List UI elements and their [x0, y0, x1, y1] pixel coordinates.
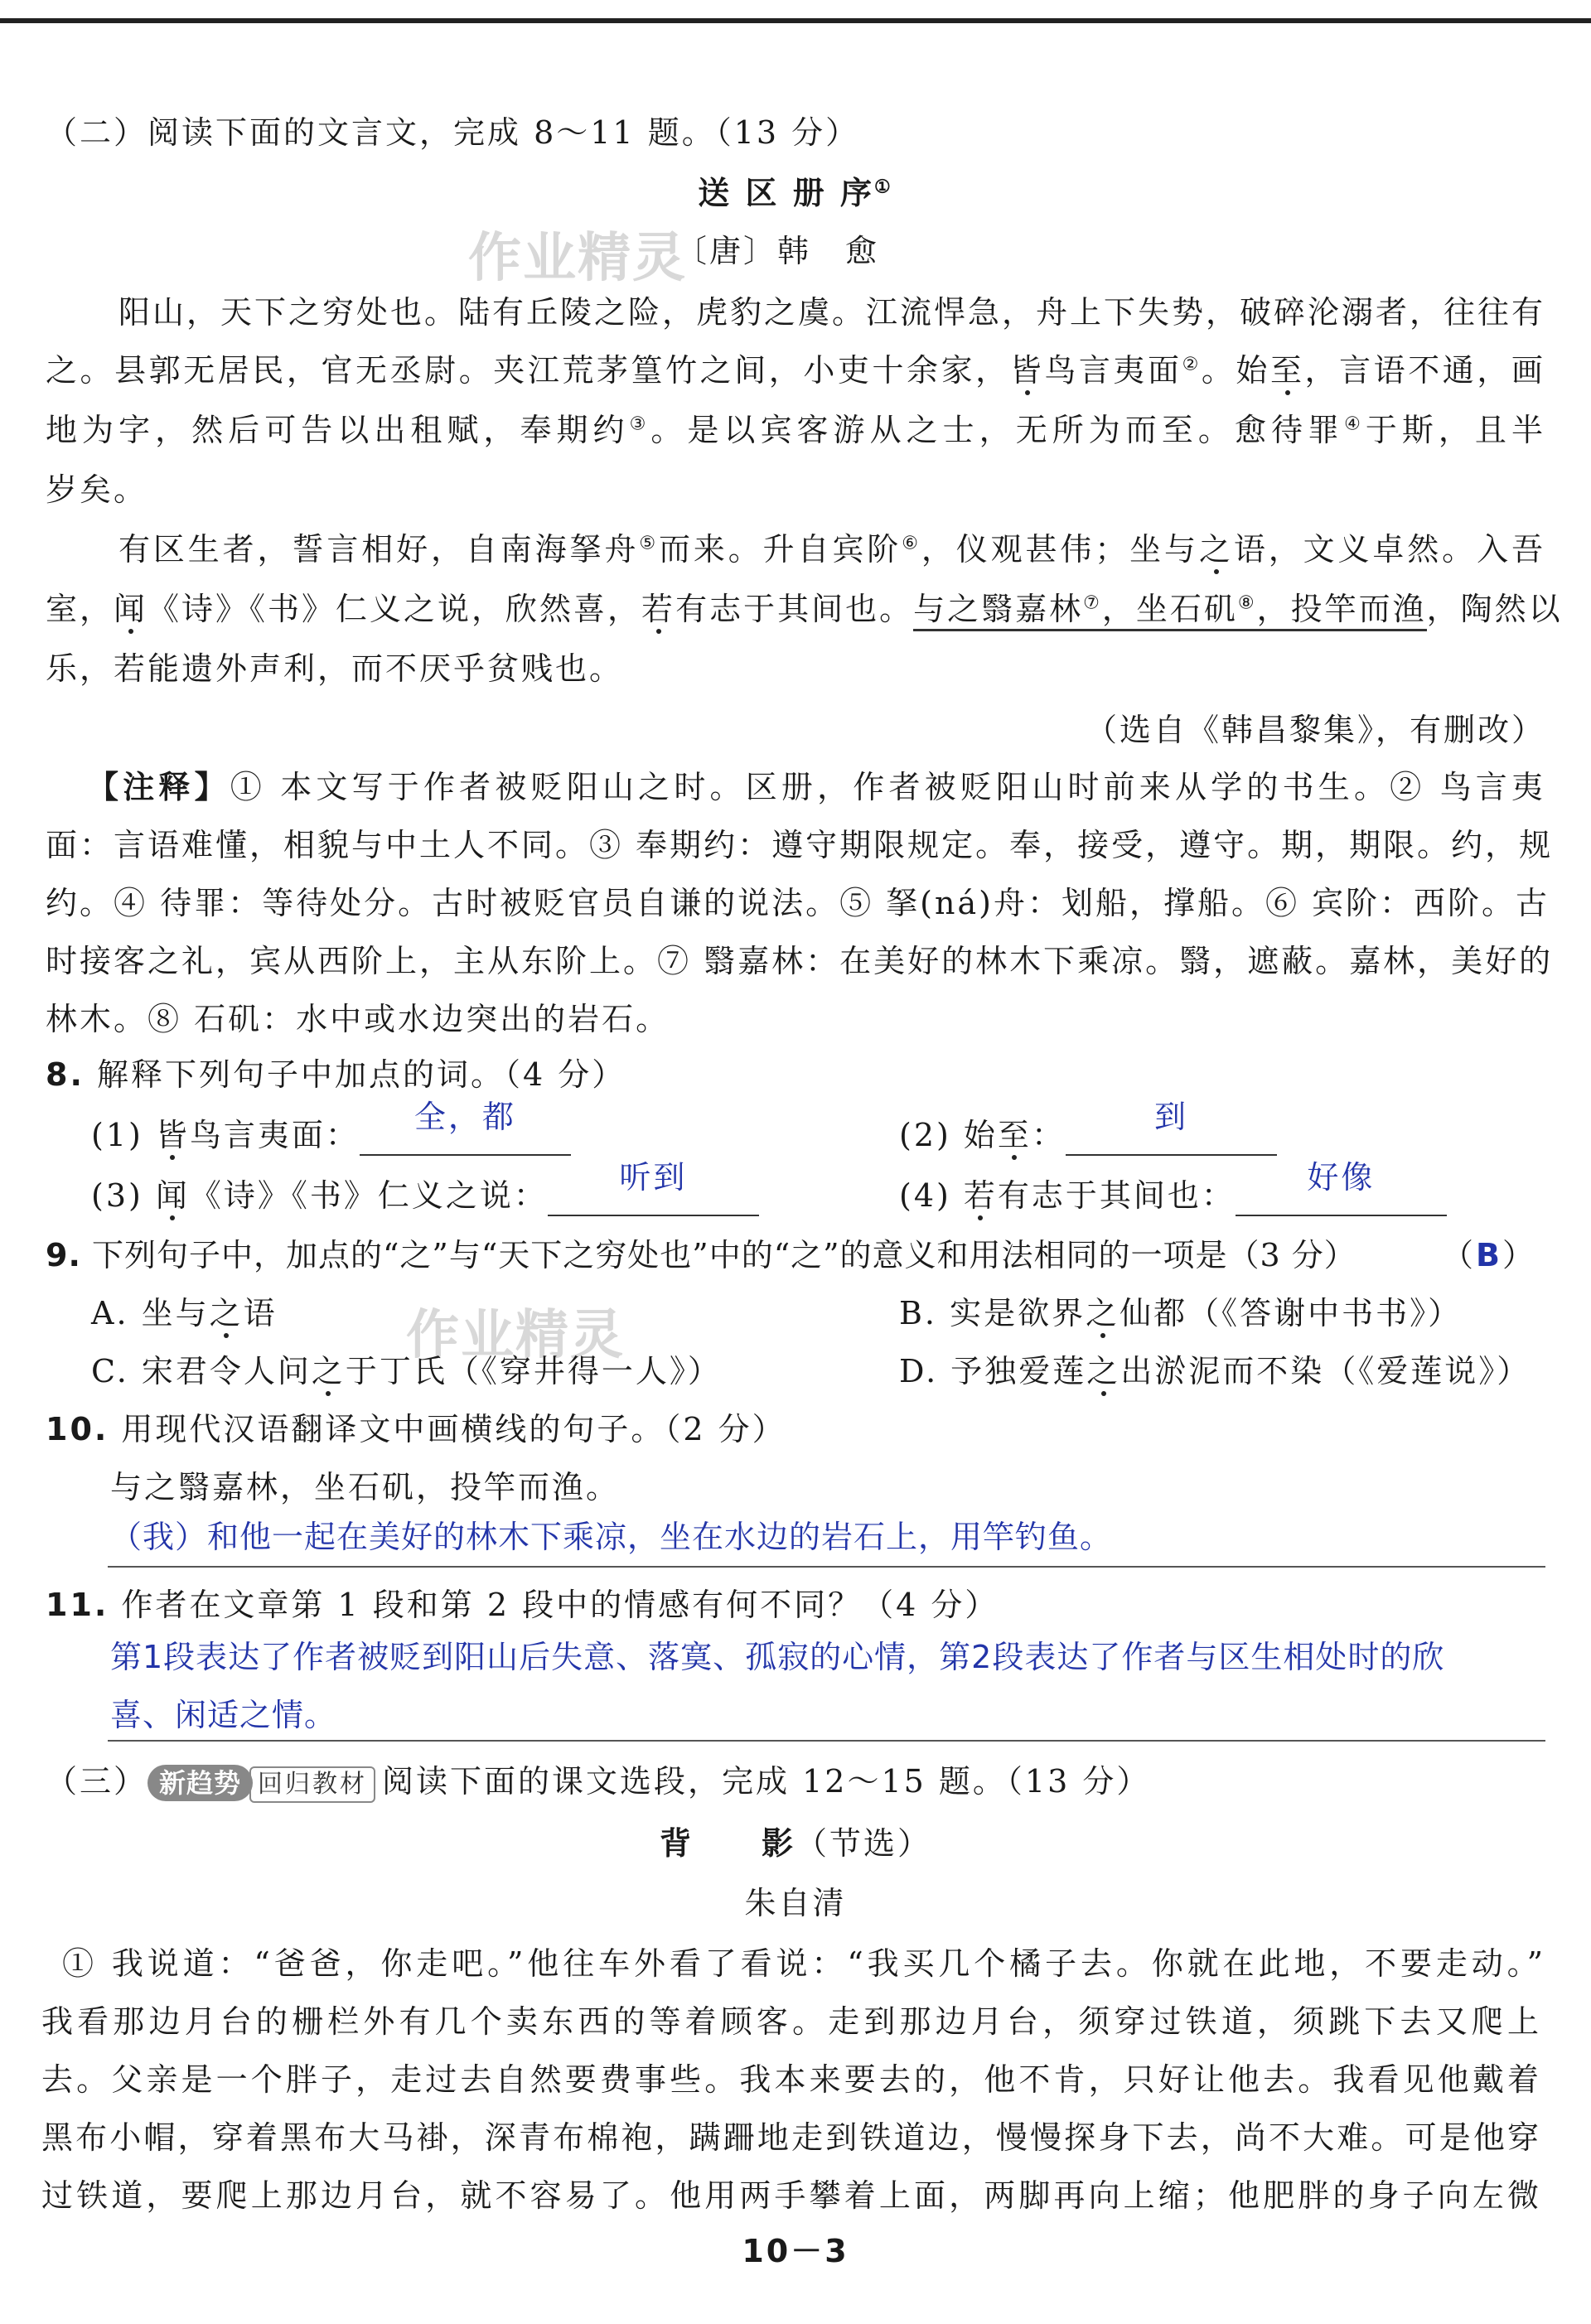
new-trend-badge: 新趋势 [147, 1765, 253, 1801]
p1-line4: 岁矣。 [46, 471, 148, 508]
passage-author: 〔唐〕韩 愈 [675, 233, 880, 269]
q10-number: 10. [46, 1411, 109, 1447]
sec3-author: 朱自清 [744, 1885, 847, 1921]
sec3-heading-text: 阅读下面的课文选段，完成 12～15 题。（13 分） [382, 1763, 1151, 1800]
notes-l1-text: ① 本文写于作者被贬阳山之时。区册，作者被贬阳山时前来从学的书生。② 鸟言夷 [230, 769, 1545, 805]
q9-optB-a: B. 实是欲界 [899, 1295, 1086, 1331]
q8-item4 [899, 1159, 1447, 1216]
footnote-4: ④ [1344, 413, 1366, 435]
q8-i3-label: (3) [91, 1177, 156, 1214]
footnote-6: ⑥ [902, 533, 921, 554]
dotted-word-zhi: 至 [1269, 352, 1305, 389]
q8-i2-label: (2) 始 [899, 1117, 998, 1153]
p1-l2-a: 之。县郭无居民，官无丞尉。夹江荒茅篁竹之间，小吏十余家， [46, 352, 1010, 389]
q8-dotted-ruo: 若 [963, 1177, 998, 1214]
p2-line1 [46, 529, 1545, 570]
q8-i2-text: ： [1031, 1117, 1066, 1153]
p1-l3-a: 地为字，然后可告以出租赋，奉期约 [46, 412, 630, 448]
dotted-word-wen: 闻 [114, 591, 148, 627]
q10-stem [46, 1408, 786, 1450]
p2-l1-e: ，仪观甚伟；坐与 [921, 531, 1199, 568]
q9-optA-c: 语 [243, 1295, 278, 1331]
ul-part-2: ，坐石矶 [1101, 591, 1238, 627]
q11-answer-line1: 第1段表达了作者被贬到阳山后失意、落寞、孤寂的心情，第2段表达了作者与区生相处时的欣 [110, 1639, 1445, 1675]
source-citation: （选自《韩昌黎集》，有删改） [1085, 712, 1545, 748]
p2-l1-a: 有区生者，誓言相好，自南海拏舟 [118, 531, 640, 568]
p1-l3-c: 。是以宾客游从之士，无所为而至。愈待罪 [650, 412, 1345, 448]
p1-l2-g: ，言语不通，画 [1304, 352, 1545, 389]
p1-line1: 阳山，天下之穷处也。陆有丘陵之险，虎豹之虞。江流悍急，舟上下失势，破碎沦溺者，往往有 [118, 294, 1546, 331]
q9-optD-c: 出淤泥而不染（《爱莲说》） [1120, 1353, 1531, 1389]
q9-answer[interactable]: B [1476, 1237, 1502, 1273]
p2-l2-c: 《诗》《书》仁义之说，欣然喜， [147, 591, 642, 627]
footnote-5: ⑤ [639, 533, 659, 554]
q10-answer-rule [108, 1566, 1545, 1568]
q8-i3-text: 《诗》《书》仁义之说： [189, 1177, 548, 1214]
p2-l2-a: 室， [46, 591, 114, 627]
dotted-word-jie: 皆 [1009, 352, 1045, 389]
sec3-line2: 我看那边月台的栅栏外有几个卖东西的等着顾客。走到那边月台，须穿过铁道，须跳下去又爬上 [41, 2003, 1541, 2040]
watermark-top: 作业精灵 [468, 228, 687, 289]
ul-part-1: 与之翳嘉林 [913, 591, 1084, 627]
q11-text: 作者在文章第 1 段和第 2 段中的情感有何不同？（4 分） [121, 1587, 999, 1623]
q9-optA-dot: 之 [209, 1295, 244, 1331]
q8-stem [46, 1054, 626, 1095]
title-footnote: ① [873, 176, 893, 198]
q8-answer-1: 全，都 [413, 1099, 516, 1135]
notes-label: 【注释】 [87, 768, 230, 805]
q11-number: 11. [46, 1587, 109, 1623]
p2-l2-k: ，陶然以 [1426, 591, 1563, 627]
q9-optC-a: C. 宋君令人问 [91, 1353, 312, 1389]
sec3-line4: 黑布小帽，穿着黑布大马褂，深青布棉袍，蹒跚地走到铁道边，慢慢探身下去，尚不大难。可是他穿 [41, 2119, 1541, 2156]
q9-number: 9. [46, 1237, 81, 1273]
q9-optD-dot: 之 [1086, 1353, 1121, 1389]
q9-option-c [91, 1350, 722, 1392]
q8-i1-label: (1) [91, 1117, 156, 1153]
q9-option-a [91, 1292, 278, 1334]
q9-paren-left: （ [1442, 1237, 1477, 1273]
q8-blank-2[interactable] [1066, 1099, 1277, 1156]
q8-i4-label: (4) [899, 1177, 964, 1214]
q11-answer-rule [108, 1740, 1545, 1742]
q8-item2 [899, 1099, 1277, 1156]
sec3-line5: 过铁道，要爬上那边月台，就不容易了。他用两手攀着上面，两脚再向上缩；他肥胖的身子向左微 [41, 2177, 1541, 2214]
q9-text: 下列句子中，加点的“之”与“天下之穷处也”中的“之”的意义和用法相同的一项是（3 分） [91, 1237, 1356, 1273]
q8-dotted-jie: 皆 [155, 1117, 190, 1153]
q8-item3 [91, 1159, 759, 1216]
q11-stem [46, 1584, 999, 1626]
q9-optC-c: 于丁氏（《穿井得一人》） [345, 1353, 722, 1389]
footnote-7: ⑦ [1083, 592, 1102, 614]
sec3-line3: 去。父亲是一个胖子，走过去自然要费事些。我本来要去的，他不肯，只好让他去。我看见他戴着 [41, 2061, 1541, 2098]
q9-stem [46, 1234, 1356, 1276]
sec3-title-sub: （节选） [796, 1825, 932, 1862]
q10-text: 用现代汉语翻译文中画横线的句子。（2 分） [121, 1411, 786, 1447]
passage-title [46, 172, 1545, 214]
p2-line2 [46, 588, 1563, 630]
q9-optB-c: 仙都（《答谢中书书》） [1120, 1295, 1463, 1331]
section2-heading: （二）阅读下面的文言文，完成 8～11 题。（13 分） [46, 114, 860, 151]
dotted-word-ruo: 若 [641, 591, 676, 627]
q9-optC-dot: 之 [311, 1353, 346, 1389]
section3-heading [46, 1761, 1150, 1803]
page-number: 10－3 [742, 2233, 849, 2269]
q9-answer-slot [1442, 1234, 1536, 1276]
p1-l2-e: 。始 [1201, 352, 1270, 389]
q11-answer-line2: 喜、闲适之情。 [110, 1697, 337, 1733]
notes-line2: 面：言语难懂，相貌与中土人不同。③ 奉期约：遵守期限规定。奉，接受，遵守。期，期限。约，规 [46, 827, 1554, 863]
q8-dotted-zhi: 至 [997, 1117, 1032, 1153]
q8-answer-3: 听到 [619, 1159, 688, 1196]
q9-optB-dot: 之 [1086, 1295, 1120, 1331]
notes-line5: 林木。⑧ 石矶：水中或水边突出的岩石。 [46, 1001, 670, 1037]
q8-text: 解释下列句子中加点的词。（4 分） [96, 1056, 626, 1093]
q9-option-d [899, 1350, 1531, 1392]
p2-l2-e: 有志于其间也。 [675, 591, 914, 627]
footnote-3: ③ [629, 413, 651, 435]
p1-l2-c: 鸟言夷面 [1044, 352, 1182, 389]
dotted-word-zhi2: 之 [1198, 531, 1234, 568]
footnote-8: ⑧ [1237, 592, 1257, 614]
q8-item1 [91, 1099, 571, 1156]
q8-i1-text: 鸟言夷面： [189, 1117, 360, 1153]
p1-line3 [46, 409, 1545, 451]
sec3-prefix: （三） [46, 1763, 148, 1800]
return-to-textbook-badge: 回归教材 [249, 1766, 375, 1803]
sec3-line1: ① 我说道：“爸爸，你走吧。”他往车外看了看说：“我买几个橘子去。你就在此地，不要走动。” [62, 1945, 1545, 1982]
q9-optA-a: A. 坐与 [91, 1295, 210, 1331]
underlined-sentence [913, 591, 1427, 631]
q9-option-b [899, 1292, 1462, 1334]
q8-dotted-wen: 闻 [155, 1177, 190, 1214]
q8-i4-text: 有志于其间也： [997, 1177, 1236, 1214]
q8-blank-3[interactable] [548, 1159, 759, 1216]
notes-line1 [46, 766, 1545, 808]
q8-blank-4[interactable] [1236, 1159, 1447, 1216]
p2-line3: 乐，若能遗外声利，而不厌乎贫贱也。 [46, 650, 624, 687]
sec3-title [46, 1823, 1545, 1864]
top-rule [0, 18, 1591, 23]
q10-sentence: 与之翳嘉林，坐石矶，投竿而渔。 [110, 1469, 621, 1505]
p2-l1-g: 语，文义卓然。入吾 [1233, 531, 1545, 568]
q8-answer-2: 到 [1153, 1099, 1188, 1135]
p2-l1-c: 而来。升自宾阶 [658, 531, 902, 568]
q9-paren-right: ） [1502, 1237, 1536, 1273]
p1-line2 [46, 350, 1545, 391]
footnote-2: ② [1182, 354, 1202, 375]
p1-l3-e: 于斯，且半 [1365, 412, 1545, 448]
q9-optD-a: D. 予独爱莲 [899, 1353, 1087, 1389]
sec3-title-text: 背 影 [659, 1824, 796, 1862]
q8-blank-1[interactable] [360, 1099, 571, 1156]
watermark-mid: 作业精灵 [406, 1305, 625, 1366]
notes-line3: 约。④ 待罪：等待处分。古时被贬官员自谦的说法。⑤ 拏(ná)舟：划船，撑船。⑥ 宾阶：西阶。古 [46, 885, 1550, 921]
passage-title-text: 送 区 册 序 [698, 174, 874, 211]
q8-number: 8. [46, 1056, 85, 1093]
q8-answer-4: 好像 [1307, 1159, 1376, 1196]
ul-part-3: ，投竿而渔 [1256, 591, 1427, 627]
notes-line4: 时接客之礼，宾从西阶上，主从东阶上。⑦ 翳嘉林：在美好的林木下乘凉。翳，遮蔽。嘉林，美好的 [46, 943, 1554, 979]
q10-answer: （我）和他一起在美好的林木下乘凉，坐在水边的岩石上，用竿钓鱼。 [110, 1519, 1113, 1555]
